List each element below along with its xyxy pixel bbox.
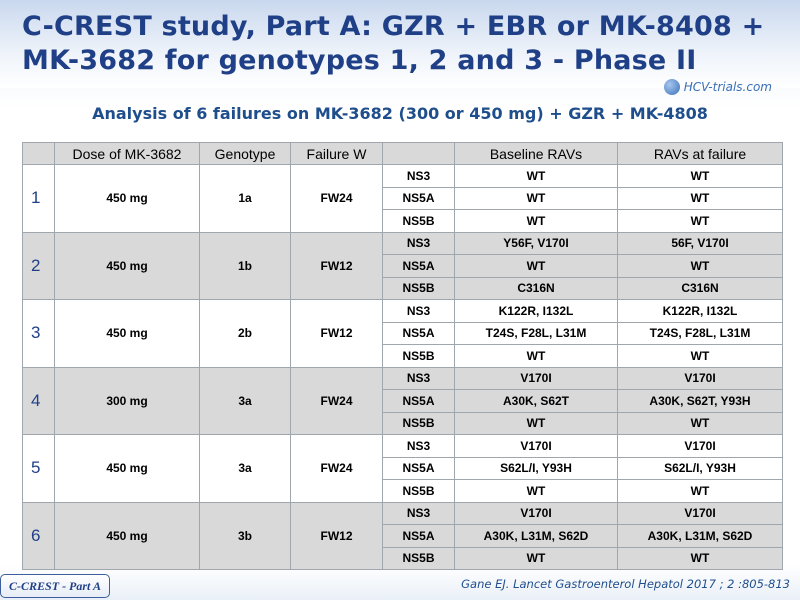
failure-ravs-cell: V170I bbox=[618, 435, 783, 458]
logo-icon bbox=[664, 79, 680, 95]
patient-number: 3 bbox=[23, 300, 55, 368]
baseline-ravs-cell: V170I bbox=[455, 502, 618, 525]
header-cell bbox=[383, 143, 455, 165]
failure-week-cell: FW24 bbox=[291, 435, 383, 503]
baseline-ravs-cell: WT bbox=[455, 255, 618, 278]
baseline-ravs-cell: K122R, I132L bbox=[455, 300, 618, 323]
failure-ravs-cell: K122R, I132L bbox=[618, 300, 783, 323]
failure-week-cell: FW24 bbox=[291, 367, 383, 435]
region-cell: NS5B bbox=[383, 345, 455, 368]
genotype-cell: 1a bbox=[200, 165, 291, 233]
study-tab: C-CREST - Part A bbox=[0, 574, 110, 598]
baseline-ravs-cell: WT bbox=[455, 412, 618, 435]
dose-cell: 450 mg bbox=[55, 502, 200, 570]
genotype-cell: 3a bbox=[200, 367, 291, 435]
baseline-ravs-cell: WT bbox=[455, 547, 618, 570]
region-cell: NS5B bbox=[383, 547, 455, 570]
dose-cell: 450 mg bbox=[55, 165, 200, 233]
table-row bbox=[23, 232, 783, 255]
region-cell: NS5B bbox=[383, 480, 455, 503]
patient-number: 6 bbox=[23, 502, 55, 570]
failure-ravs-cell: WT bbox=[618, 165, 783, 188]
region-cell: NS5A bbox=[383, 457, 455, 480]
slide-subtitle: Analysis of 6 failures on MK-3682 (300 or 450 mg) + GZR + MK-4808 bbox=[92, 104, 708, 123]
failure-week-cell: FW24 bbox=[291, 165, 383, 233]
baseline-ravs-cell: T24S, F28L, L31M bbox=[455, 322, 618, 345]
table-row bbox=[23, 367, 783, 390]
failure-week-cell: FW12 bbox=[291, 502, 383, 570]
failures-table bbox=[22, 142, 783, 570]
failure-ravs-cell: WT bbox=[618, 187, 783, 210]
region-cell: NS3 bbox=[383, 165, 455, 188]
failure-ravs-cell: WT bbox=[618, 210, 783, 233]
citation: Gane EJ. Lancet Gastroenterol Hepatol 2017 ; 2 :805-813 bbox=[461, 577, 790, 591]
patient-number: 1 bbox=[23, 165, 55, 233]
region-cell: NS5B bbox=[383, 210, 455, 233]
baseline-ravs-cell: WT bbox=[455, 480, 618, 503]
region-cell: NS3 bbox=[383, 300, 455, 323]
header-cell: Genotype bbox=[200, 143, 291, 165]
genotype-cell: 1b bbox=[200, 232, 291, 300]
logo-text: HCV-trials.com bbox=[683, 80, 772, 94]
failure-ravs-cell: A30K, S62T, Y93H bbox=[618, 390, 783, 413]
failure-week-cell: FW12 bbox=[291, 300, 383, 368]
failure-ravs-cell: A30K, L31M, S62D bbox=[618, 525, 783, 548]
baseline-ravs-cell: WT bbox=[455, 345, 618, 368]
failure-week-cell: FW12 bbox=[291, 232, 383, 300]
failure-ravs-cell: V170I bbox=[618, 502, 783, 525]
region-cell: NS3 bbox=[383, 367, 455, 390]
table-row bbox=[23, 435, 783, 458]
header-cell bbox=[23, 143, 55, 165]
region-cell: NS5A bbox=[383, 322, 455, 345]
region-cell: NS3 bbox=[383, 435, 455, 458]
failure-ravs-cell: S62L/I, Y93H bbox=[618, 457, 783, 480]
baseline-ravs-cell: S62L/I, Y93H bbox=[455, 457, 618, 480]
baseline-ravs-cell: WT bbox=[455, 210, 618, 233]
failure-ravs-cell: C316N bbox=[618, 277, 783, 300]
baseline-ravs-cell: WT bbox=[455, 187, 618, 210]
patient-number: 2 bbox=[23, 232, 55, 300]
genotype-cell: 3a bbox=[200, 435, 291, 503]
header-cell: Dose of MK-3682 bbox=[55, 143, 200, 165]
slide-title: C-CREST study, Part A: GZR + EBR or MK-8408 + MK-3682 for genotypes 1, 2 and 3 - Phase II bbox=[22, 11, 765, 76]
region-cell: NS5B bbox=[383, 412, 455, 435]
genotype-cell: 2b bbox=[200, 300, 291, 368]
baseline-ravs-cell: V170I bbox=[455, 367, 618, 390]
dose-cell: 300 mg bbox=[55, 367, 200, 435]
patient-number: 5 bbox=[23, 435, 55, 503]
region-cell: NS5B bbox=[383, 277, 455, 300]
header-cell: Failure W bbox=[291, 143, 383, 165]
header-cell: Baseline RAVs bbox=[455, 143, 618, 165]
table-header-row bbox=[23, 143, 783, 165]
genotype-cell: 3b bbox=[200, 502, 291, 570]
dose-cell: 450 mg bbox=[55, 435, 200, 503]
header-cell: RAVs at failure bbox=[618, 143, 783, 165]
failure-ravs-cell: WT bbox=[618, 345, 783, 368]
baseline-ravs-cell: V170I bbox=[455, 435, 618, 458]
region-cell: NS3 bbox=[383, 232, 455, 255]
dose-cell: 450 mg bbox=[55, 232, 200, 300]
table-row bbox=[23, 165, 783, 188]
baseline-ravs-cell: WT bbox=[455, 165, 618, 188]
failure-ravs-cell: WT bbox=[618, 480, 783, 503]
dose-cell: 450 mg bbox=[55, 300, 200, 368]
site-logo bbox=[664, 77, 772, 97]
region-cell: NS3 bbox=[383, 502, 455, 525]
failure-ravs-cell: V170I bbox=[618, 367, 783, 390]
failure-ravs-cell: WT bbox=[618, 547, 783, 570]
failure-ravs-cell: WT bbox=[618, 255, 783, 278]
table-row bbox=[23, 300, 783, 323]
baseline-ravs-cell: A30K, L31M, S62D bbox=[455, 525, 618, 548]
region-cell: NS5A bbox=[383, 390, 455, 413]
table-body bbox=[23, 165, 783, 570]
region-cell: NS5A bbox=[383, 255, 455, 278]
failure-ravs-cell: WT bbox=[618, 412, 783, 435]
patient-number: 4 bbox=[23, 367, 55, 435]
failure-ravs-cell: T24S, F28L, L31M bbox=[618, 322, 783, 345]
failure-ravs-cell: 56F, V170I bbox=[618, 232, 783, 255]
baseline-ravs-cell: C316N bbox=[455, 277, 618, 300]
baseline-ravs-cell: A30K, S62T bbox=[455, 390, 618, 413]
region-cell: NS5A bbox=[383, 525, 455, 548]
table-row bbox=[23, 502, 783, 525]
baseline-ravs-cell: Y56F, V170I bbox=[455, 232, 618, 255]
region-cell: NS5A bbox=[383, 187, 455, 210]
